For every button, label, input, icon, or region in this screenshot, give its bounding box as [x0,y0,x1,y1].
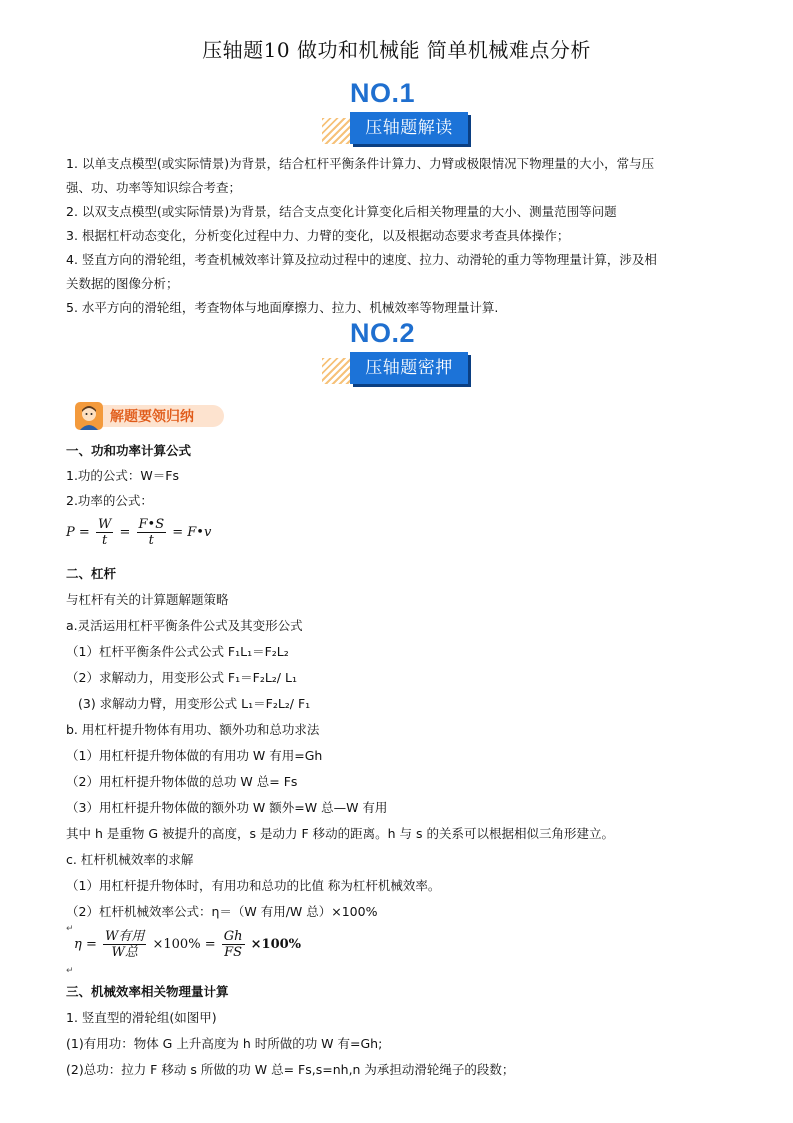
section-heading: 二、杠杆 [66,566,117,581]
section-banner-1 [322,78,472,148]
formula-symbol: ×100% = [152,937,216,952]
formula-symbol: = [85,937,97,952]
formula-symbol: = [78,525,90,540]
intro-line: 3. 根据杠杆动态变化，分析变化过程中力、力臂的变化，以及根据动态要求考查具体操作； [66,228,570,243]
text-line: 1.功的公式：W＝Fs [66,468,179,483]
text-line: (1)有用功：物体 G 上升高度为 h 时所做的功 W 有=Gh; [66,1036,383,1051]
text-line: a.灵活运用杠杆平衡条件公式及其变形公式 [66,618,303,633]
teacher-avatar-icon [74,401,104,431]
text-line: (2)总功：拉力 F 移动 s 所做的功 W 总= Fs,s=nh,n 为承担动滑轮绳子的段数； [66,1062,515,1077]
formula-symbol: = [172,525,184,540]
intro-line: 2. 以双支点模型(或实际情景)为背景，结合支点变化计算变化后相关物理量的大小、测量范围等问题 [66,204,617,219]
intro-line: 强、功、功率等知识综合考查； [66,180,242,195]
denominator: t [148,533,154,548]
text-line: （3）用杠杆提升物体做的额外功 W 额外=W 总—W 有用 [66,800,388,815]
section-heading: 一、功和功率计算公式 [66,443,192,458]
tips-badge [74,401,226,431]
text-line: （2）求解动力，用变形公式 F₁＝F₂L₂/ L₁ [66,670,297,685]
text-line: c. 杠杆机械效率的求解 [66,852,194,867]
text-line: (3) 求解动力臂，用变形公式 L₁＝F₂L₂/ F₁ [78,696,311,711]
fraction [222,929,245,960]
text-line: （1）用杠杆提升物体时，有用功和总功的比值 称为杠杆机械效率。 [66,878,441,893]
section-banner-2 [322,318,472,388]
section-heading: 三、机械效率相关物理量计算 [66,984,229,999]
text-line: 1. 竖直型的滑轮组(如图甲) [66,1010,217,1025]
fraction [103,929,146,960]
text-line: 2.功率的公式： [66,493,153,508]
text-line: b. 用杠杆提升物体有用功、额外功和总功求法 [66,722,320,737]
return-mark: ↵ [66,966,74,976]
text-line: （1）用杠杆提升物体做的有用功 W 有用=Gh [66,748,323,763]
text-line: （2）杠杆机械效率公式：η＝（W 有用/W 总）×100% [66,904,378,919]
formula-symbol: η [74,937,82,952]
numerator: W [97,517,112,532]
page-title: 压轴题10 做功和机械能 简单机械难点分析 [202,38,591,62]
badge-text: 解题要领归纳 [110,409,194,425]
numerator: W有用 [104,929,145,944]
text-line: 其中 h 是重物 G 被提升的高度，s 是动力 F 移动的距离。h 与 s 的关系可以根据相似三角形建立。 [66,826,614,841]
intro-line: 5. 水平方向的滑轮组，考查物体与地面摩擦力、拉力、机械效率等物理量计算. [66,300,499,315]
numerator: Gh [223,929,243,944]
formula-symbol: P [66,525,75,540]
banner-label: 压轴题密押 [350,352,468,384]
denominator: FS [224,945,243,960]
text-line: （1）杠杆平衡条件公式公式 F₁L₁＝F₂L₂ [66,644,289,659]
formula-symbol: = [119,525,131,540]
banner-label: 压轴题解读 [350,112,468,144]
fraction [137,517,167,548]
formula-symbol: F•v [187,525,212,540]
formula-symbol: ×100% [250,937,302,952]
denominator: t [102,533,108,548]
intro-line: 1. 以单支点模型(或实际情景)为背景，结合杠杆平衡条件计算力、力臂或极限情况下物理量的大小，常与压 [66,156,655,171]
denominator: W总 [111,945,138,960]
banner-number: NO.2 [350,318,416,348]
return-mark: ↵ [66,924,74,934]
intro-line: 4. 竖直方向的滑轮组，考查机械效率计算及拉动过程中的速度、拉力、动滑轮的重力等物理量计算，涉及相 [66,252,657,267]
banner-number: NO.1 [350,78,416,108]
fraction [96,517,113,548]
efficiency-formula [74,929,301,960]
power-formula [66,517,211,548]
text-line: 与杠杆有关的计算题解题策略 [66,592,229,607]
intro-line: 关数据的图像分析； [66,276,179,291]
numerator: F•S [138,517,165,532]
text-line: （2）用杠杆提升物体做的总功 W 总= Fs [66,774,298,789]
